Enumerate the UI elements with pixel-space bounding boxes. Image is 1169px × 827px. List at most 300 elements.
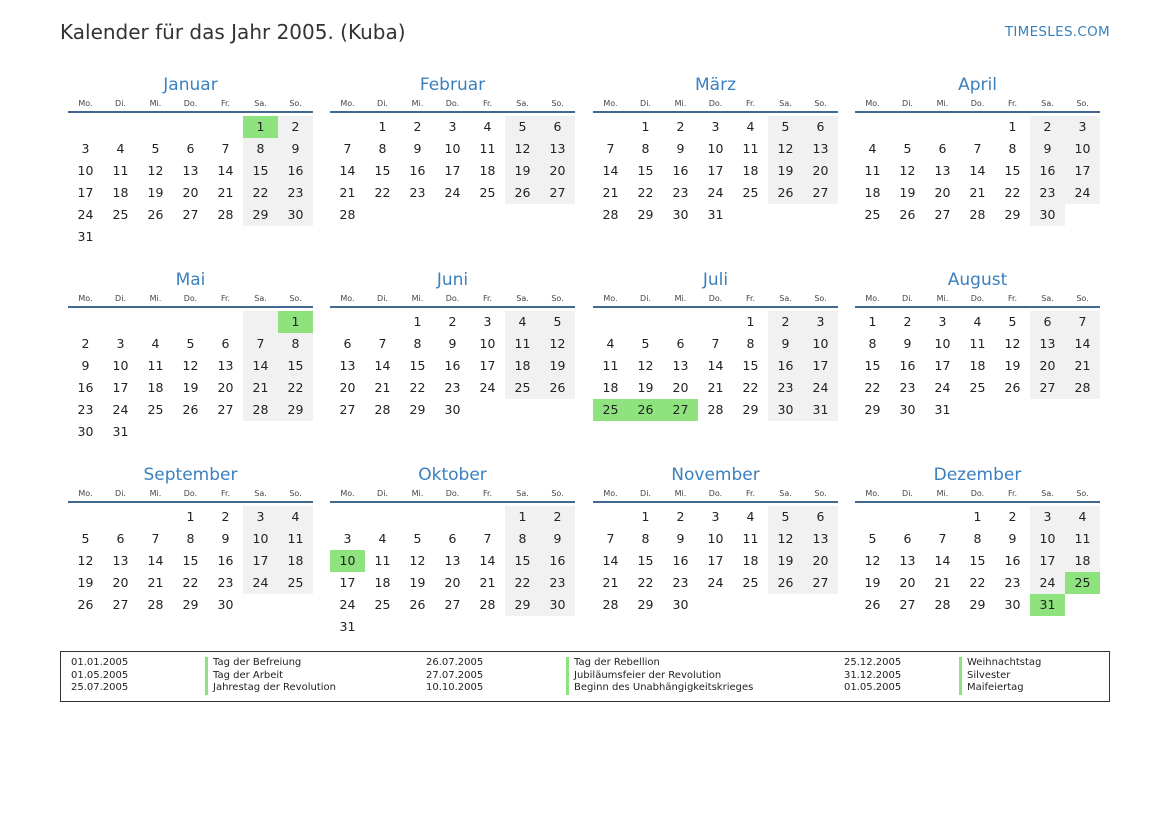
day-cell: 23 [672,185,689,200]
day-cell: 19 [768,160,803,182]
weekday-label: Sa. [1041,294,1054,303]
day-cell: 19 [637,380,654,395]
day-cell: 14 [707,358,724,373]
day-cell: 24 [112,402,129,417]
day-cell: 1 [505,506,540,528]
weekday-label: So. [1076,489,1089,498]
day-cell: 16 [409,163,426,178]
day-cell: 27 [112,597,129,612]
month-12 [855,464,1100,616]
weekday-label: So. [814,489,827,498]
day-cell: 14 [217,163,234,178]
day-cell: 26 [540,377,575,399]
weekday-label: Mo. [603,99,618,108]
month-name: April [958,75,997,95]
day-cell: 7 [711,336,720,351]
day-cell: 7 [151,531,160,546]
day-cell: 16 [1004,553,1021,568]
day-cell: 13 [339,358,356,373]
day-cell: 26 [1004,380,1021,395]
empty-cell [173,116,208,138]
day-cell: 10 [330,550,365,572]
weekday-label: Mi. [149,99,162,108]
day-cell: 17 [339,575,356,590]
day-cell: 15 [182,553,199,568]
empty-cell [733,204,768,226]
holiday-date: 26.07.2005 [426,657,484,668]
day-cell: 21 [602,185,619,200]
day-cell: 5 [641,336,650,351]
day-cell: 22 [278,377,313,399]
weekday-header [330,96,575,113]
day-cell: 12 [182,358,199,373]
day-cell: 3 [938,314,947,329]
day-cell: 6 [1030,311,1065,333]
day-cell: 21 [243,377,278,399]
day-cell: 5 [1008,314,1017,329]
empty-cell [593,311,628,333]
day-cell: 4 [746,119,755,134]
day-cell: 22 [637,185,654,200]
holiday-date: 01.05.2005 [71,669,129,681]
weekday-label: Fr. [1007,294,1018,303]
holiday-name: Tag der Rebellion [566,657,660,670]
day-grid [68,116,313,248]
weekday-label: Do. [970,294,985,303]
weekday-label: Fr. [745,99,756,108]
day-cell: 19 [77,575,94,590]
day-cell: 28 [217,207,234,222]
empty-cell [365,506,400,528]
day-cell: 30 [1004,597,1021,612]
day-cell: 19 [147,185,164,200]
day-cell: 1 [413,314,422,329]
day-cell: 14 [602,163,619,178]
weekday-label: So. [289,99,302,108]
day-cell: 23 [217,575,234,590]
day-cell: 8 [413,336,422,351]
weekday-label: Mo. [78,489,93,498]
day-grid [855,311,1100,421]
day-cell: 27 [540,182,575,204]
day-cell: 6 [676,336,685,351]
day-cell: 2 [676,119,685,134]
day-cell: 6 [938,141,947,156]
month-name: Oktober [418,465,487,485]
empty-cell [855,116,890,138]
weekday-header [68,291,313,308]
day-cell: 14 [602,553,619,568]
weekday-label: Di. [902,99,913,108]
weekday-label: Mo. [340,294,355,303]
day-cell: 11 [112,163,129,178]
day-cell: 25 [505,377,540,399]
day-grid [330,311,575,421]
month-name: September [143,465,238,485]
weekday-label: Di. [640,99,651,108]
weekday-label: Mo. [603,489,618,498]
day-cell: 30 [899,402,916,417]
empty-cell [243,421,278,443]
weekday-label: Fr. [482,99,493,108]
day-cell: 24 [803,377,838,399]
day-cell: 12 [147,163,164,178]
day-cell: 19 [768,550,803,572]
day-cell: 9 [448,336,457,351]
empty-cell [400,506,435,528]
empty-cell [173,311,208,333]
day-cell: 9 [1030,138,1065,160]
weekday-label: Mi. [936,99,949,108]
day-cell: 29 [864,402,881,417]
day-cell: 16 [77,380,94,395]
weekday-label: So. [551,99,564,108]
day-cell: 1 [378,119,387,134]
day-cell: 29 [182,597,199,612]
holiday-name: Tag der Befreiung [205,657,301,670]
day-cell: 24 [339,597,356,612]
day-cell: 5 [151,141,160,156]
weekday-label: Sa. [254,99,267,108]
day-cell: 25 [479,185,496,200]
day-cell: 15 [374,163,391,178]
empty-cell [435,616,470,638]
day-cell: 2 [278,116,313,138]
weekday-header [330,486,575,503]
day-cell: 25 [742,185,759,200]
empty-cell [698,594,733,616]
day-cell: 6 [186,141,195,156]
weekday-label: Mo. [340,489,355,498]
day-cell: 30 [444,402,461,417]
day-cell: 10 [803,333,838,355]
day-cell: 12 [637,358,654,373]
day-cell: 24 [479,380,496,395]
weekday-label: So. [1076,294,1089,303]
weekday-label: Mi. [149,489,162,498]
weekday-label: Sa. [779,294,792,303]
empty-cell [470,616,505,638]
day-cell: 15 [278,355,313,377]
month-name: Juli [702,270,729,290]
day-cell: 6 [903,531,912,546]
day-cell: 31 [803,399,838,421]
weekday-label: Sa. [516,294,529,303]
day-cell: 28 [1065,377,1100,399]
month-8 [855,269,1100,421]
weekday-label: Di. [115,99,126,108]
day-cell: 22 [637,575,654,590]
empty-cell [505,616,540,638]
day-cell: 22 [864,380,881,395]
weekday-label: Di. [640,294,651,303]
day-cell: 9 [278,138,313,160]
weekday-label: Sa. [516,99,529,108]
day-cell: 3 [711,509,720,524]
day-cell: 14 [1065,333,1100,355]
weekday-label: So. [1076,99,1089,108]
day-cell: 24 [77,207,94,222]
day-cell: 13 [934,163,951,178]
day-cell: 24 [1030,572,1065,594]
day-cell: 26 [409,597,426,612]
empty-cell [698,311,733,333]
day-cell: 25 [864,207,881,222]
day-cell: 13 [112,553,129,568]
weekday-label: Mo. [78,99,93,108]
day-cell: 14 [934,553,951,568]
month-name: Juni [436,270,469,290]
day-grid [68,506,313,616]
day-cell: 5 [186,336,195,351]
empty-cell [890,116,925,138]
month-1 [68,74,313,248]
empty-cell [278,226,313,248]
day-cell: 20 [540,160,575,182]
day-cell: 9 [81,358,90,373]
day-cell: 31 [77,229,94,244]
empty-cell [470,399,505,421]
day-cell: 20 [1030,355,1065,377]
weekday-label: Mi. [674,294,687,303]
day-cell: 17 [479,358,496,373]
day-cell: 19 [540,355,575,377]
day-cell: 17 [707,163,724,178]
empty-cell [68,116,103,138]
weekday-header [68,486,313,503]
day-cell: 27 [803,572,838,594]
day-cell: 5 [768,506,803,528]
empty-cell [803,594,838,616]
day-cell: 21 [934,575,951,590]
day-cell: 17 [77,185,94,200]
day-cell: 6 [803,116,838,138]
empty-cell [365,204,400,226]
day-cell: 20 [112,575,129,590]
day-cell: 28 [339,207,356,222]
day-cell: 1 [973,509,982,524]
day-cell: 8 [641,141,650,156]
month-10 [330,464,575,638]
empty-cell [243,226,278,248]
day-cell: 24 [707,575,724,590]
month-3 [593,74,838,226]
weekday-label: Di. [640,489,651,498]
day-cell: 29 [409,402,426,417]
day-cell: 28 [602,207,619,222]
day-cell: 4 [483,119,492,134]
empty-cell [68,311,103,333]
day-cell: 2 [1008,509,1017,524]
weekday-label: Mi. [674,489,687,498]
day-cell: 11 [147,358,164,373]
day-grid [593,506,838,616]
day-cell: 16 [768,355,803,377]
empty-cell [173,226,208,248]
day-cell: 17 [112,380,129,395]
empty-cell [628,311,663,333]
holiday-date: 25.07.2005 [71,682,129,693]
weekday-label: So. [289,489,302,498]
empty-cell [173,421,208,443]
empty-cell [540,399,575,421]
empty-cell [138,226,173,248]
weekday-header [330,291,575,308]
day-cell: 10 [934,336,951,351]
day-cell: 27 [217,402,234,417]
day-cell: 30 [77,424,94,439]
day-cell: 27 [182,207,199,222]
holiday-name: Tag der Arbeit [205,670,283,683]
day-cell: 2 [676,509,685,524]
day-cell: 17 [1030,550,1065,572]
day-cell: 8 [505,528,540,550]
month-name: August [947,270,1008,290]
day-cell: 29 [505,594,540,616]
month-name: Februar [419,75,486,95]
day-cell: 4 [505,311,540,333]
day-cell: 31 [1030,594,1065,616]
month-name: Januar [163,75,218,95]
day-cell: 18 [742,553,759,568]
month-2 [330,74,575,226]
day-cell: 26 [628,399,663,421]
empty-cell [103,311,138,333]
day-cell: 28 [934,597,951,612]
empty-cell [400,204,435,226]
day-cell: 19 [505,160,540,182]
day-cell: 11 [278,528,313,550]
day-cell: 12 [768,528,803,550]
day-cell: 11 [742,531,759,546]
holiday-date: 10.10.2005 [426,682,484,693]
weekday-label: Fr. [220,99,231,108]
day-cell: 22 [969,575,986,590]
day-cell: 5 [868,531,877,546]
day-cell: 23 [1004,575,1021,590]
weekday-label: Mi. [674,99,687,108]
weekday-header [68,96,313,113]
empty-cell [505,204,540,226]
weekday-header [593,291,838,308]
day-cell: 2 [903,314,912,329]
day-cell: 12 [864,553,881,568]
day-cell: 25 [112,207,129,222]
empty-cell [435,204,470,226]
day-cell: 23 [77,402,94,417]
site-link[interactable]: TIMESLES.COM [1004,24,1110,40]
empty-cell [803,204,838,226]
empty-cell [208,226,243,248]
day-cell: 4 [116,141,125,156]
weekday-label: So. [814,294,827,303]
day-cell: 26 [768,182,803,204]
holiday-legend [60,651,1110,702]
page-title: Kalender für das Jahr 2005. (Kuba) [60,20,406,44]
day-cell: 26 [147,207,164,222]
weekday-label: Sa. [1041,489,1054,498]
day-cell: 12 [409,553,426,568]
weekday-label: Mi. [411,489,424,498]
day-grid [855,116,1100,226]
empty-cell [208,116,243,138]
day-cell: 20 [899,575,916,590]
day-cell: 8 [973,531,982,546]
day-cell: 26 [182,402,199,417]
day-cell: 9 [221,531,230,546]
day-cell: 10 [707,531,724,546]
day-cell: 2 [81,336,90,351]
empty-cell [1065,204,1100,226]
day-cell: 15 [969,553,986,568]
empty-cell [400,616,435,638]
day-cell: 20 [182,185,199,200]
day-cell: 16 [444,358,461,373]
day-cell: 21 [479,575,496,590]
month-4 [855,74,1100,226]
day-cell: 16 [278,160,313,182]
day-cell: 18 [602,380,619,395]
weekday-label: Sa. [1041,99,1054,108]
empty-cell [768,594,803,616]
day-cell: 4 [973,314,982,329]
empty-cell [330,311,365,333]
day-cell: 2 [1030,116,1065,138]
day-cell: 8 [378,141,387,156]
weekday-label: Fr. [220,489,231,498]
holiday-date: 01.01.2005 [71,657,129,668]
day-cell: 29 [637,597,654,612]
day-cell: 22 [1004,185,1021,200]
weekday-label: Di. [377,99,388,108]
day-cell: 1 [186,509,195,524]
day-cell: 29 [278,399,313,421]
weekday-label: Mi. [411,99,424,108]
day-cell: 10 [479,336,496,351]
day-cell: 15 [742,358,759,373]
day-cell: 22 [742,380,759,395]
day-cell: 27 [444,597,461,612]
weekday-label: Do. [970,489,985,498]
day-cell: 5 [540,311,575,333]
day-cell: 4 [378,531,387,546]
day-cell: 18 [1065,550,1100,572]
day-cell: 16 [672,163,689,178]
holiday-date: 01.05.2005 [844,682,902,693]
day-cell: 23 [672,575,689,590]
empty-cell [243,311,278,333]
day-cell: 8 [868,336,877,351]
day-cell: 2 [540,506,575,528]
day-cell: 9 [676,531,685,546]
day-cell: 19 [182,380,199,395]
day-cell: 5 [81,531,90,546]
day-cell: 9 [903,336,912,351]
empty-cell [540,616,575,638]
day-cell: 21 [1065,355,1100,377]
day-cell: 21 [339,185,356,200]
day-cell: 24 [934,380,951,395]
weekday-label: Mi. [936,294,949,303]
day-cell: 31 [707,207,724,222]
day-cell: 20 [444,575,461,590]
day-cell: 30 [217,597,234,612]
day-cell: 21 [147,575,164,590]
day-cell: 3 [803,311,838,333]
day-cell: 25 [147,402,164,417]
empty-cell [768,204,803,226]
day-cell: 9 [1008,531,1017,546]
